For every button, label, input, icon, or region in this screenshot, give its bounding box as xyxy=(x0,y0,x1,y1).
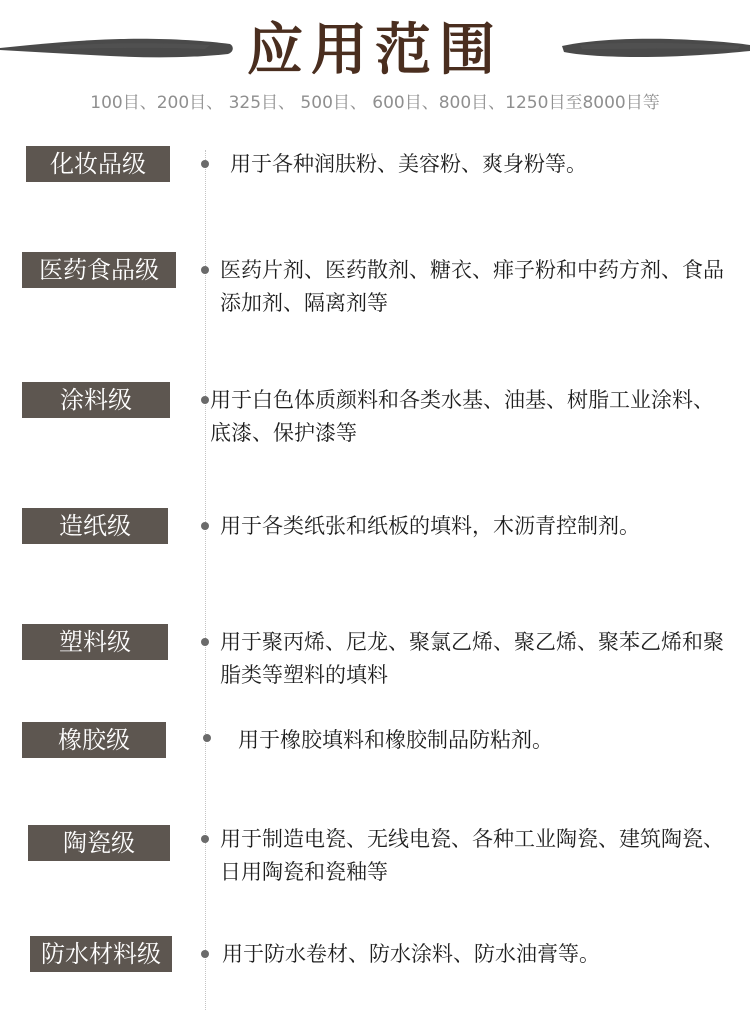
grade-tag: 塑料级 xyxy=(22,624,168,660)
bullet-dot-icon xyxy=(201,396,209,404)
bullet-dot-icon xyxy=(203,734,211,742)
page-title: 应用范围 xyxy=(247,17,503,83)
bullet-dot-icon xyxy=(201,160,209,168)
grade-description: 用于橡胶填料和橡胶制品防粘剂。 xyxy=(238,728,553,752)
bullet-dot-icon xyxy=(201,638,209,646)
grade-description: 用于白色体质颜料和各类水基、油基、树脂工业涂料、底漆、保护漆等 xyxy=(210,388,714,445)
grade-tag: 陶瓷级 xyxy=(28,825,170,861)
bullet-dot-icon xyxy=(201,522,209,530)
mesh-size-list: 100目、200目、 325目、 500目、 600目、800目、1250目至8000目等 xyxy=(90,93,660,113)
grade-tag: 化妆品级 xyxy=(26,146,170,182)
timeline-line xyxy=(205,150,206,1010)
grade-description: 用于防水卷材、防水涂料、防水油膏等。 xyxy=(222,942,600,966)
grade-description: 医药片剂、医药散剂、糖衣、痱子粉和中药方剂、食品添加剂、隔离剂等 xyxy=(220,258,724,315)
bullet-dot-icon xyxy=(201,835,209,843)
grade-tag: 防水材料级 xyxy=(30,936,172,972)
grade-tag: 医药食品级 xyxy=(22,252,176,288)
grade-description: 用于制造电瓷、无线电瓷、各种工业陶瓷、建筑陶瓷、日用陶瓷和瓷釉等 xyxy=(220,827,724,884)
grade-tag: 涂料级 xyxy=(22,382,170,418)
grade-description: 用于聚丙烯、尼龙、聚氯乙烯、聚乙烯、聚苯乙烯和聚脂类等塑料的填料 xyxy=(220,630,724,687)
grade-tag: 橡胶级 xyxy=(22,722,166,758)
bullet-dot-icon xyxy=(201,950,209,958)
grade-description: 用于各类纸张和纸板的填料，木沥青控制剂。 xyxy=(220,514,640,538)
ink-brush-stroke-right xyxy=(560,30,750,66)
bullet-dot-icon xyxy=(201,266,209,274)
grade-tag: 造纸级 xyxy=(22,508,168,544)
grade-description: 用于各种润肤粉、美容粉、爽身粉等。 xyxy=(230,152,587,176)
header xyxy=(0,0,750,120)
